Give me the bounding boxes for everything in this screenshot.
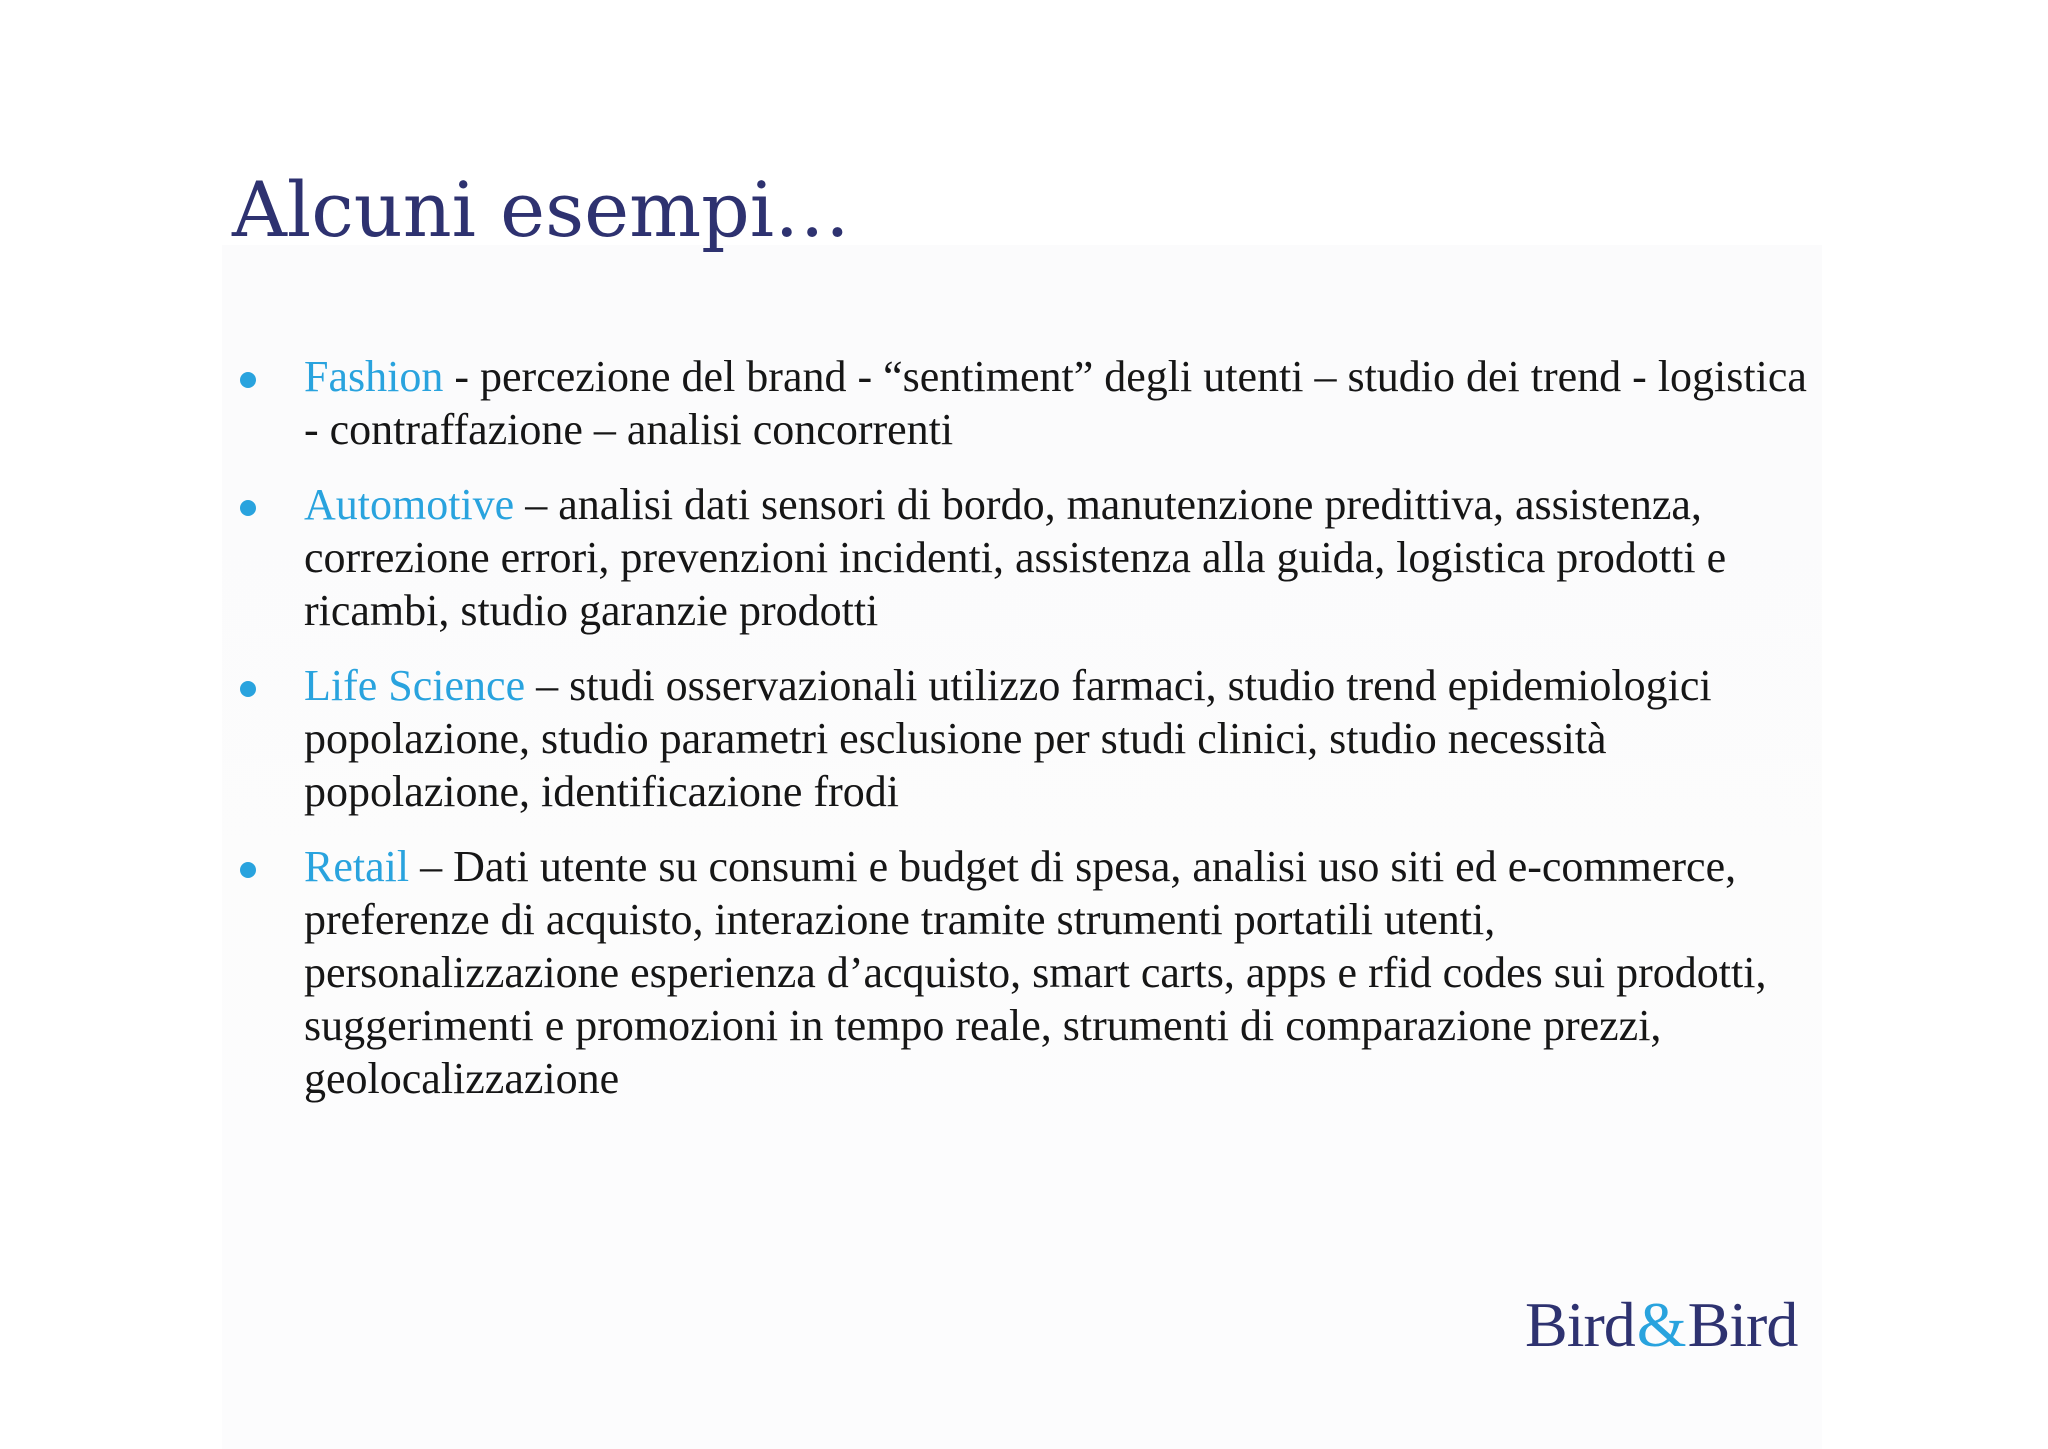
- bullet-item-retail: [237, 840, 1817, 1105]
- bullet-dot-icon: [240, 372, 256, 388]
- bullet-list: [237, 350, 1817, 1127]
- bullet-text: – Dati utente su consumi e budget di spesa, analisi uso siti ed e-commerce, preferenze di acquisto, interazione tramite strumenti portatili utenti, personalizzazione esperienza d’acquisto, smart carts, apps e rfid codes sui prodotti, suggerimenti e promozioni in tempo reale, strumenti di comparazione prezzi, geolocalizzazione: [304, 842, 1767, 1103]
- bullet-text: – analisi dati sensori di bordo, manutenzione predittiva, assistenza, correzione errori, prevenzioni incidenti, assistenza alla guida, logistica prodotti e ricambi, studio garanzie prodotti: [304, 480, 1727, 635]
- bullet-dot-icon: [240, 500, 256, 516]
- bullet-term: Automotive: [304, 480, 515, 529]
- bullet-item-fashion: [237, 350, 1817, 456]
- bullet-text: – studi osservazionali utilizzo farmaci, studio trend epidemiologici popolazione, studio parametri esclusione per studi clinici, studio necessità popolazione, identificazione frodi: [304, 661, 1712, 816]
- slide-title: Alcuni esempi…: [232, 165, 851, 254]
- bullet-term: Fashion: [304, 352, 444, 401]
- bullet-text: - percezione del brand - “sentiment” degli utenti – studio dei trend - logistica - contraffazione – analisi concorrenti: [304, 352, 1807, 454]
- bullet-dot-icon: [240, 681, 256, 697]
- bullet-item-automotive: [237, 478, 1817, 637]
- bullet-dot-icon: [240, 862, 256, 878]
- bullet-item-life-science: [237, 659, 1817, 818]
- logo-left-word: Bird: [1525, 1289, 1635, 1360]
- bird-and-bird-logo: [1525, 1290, 1797, 1360]
- logo-right-word: Bird: [1687, 1289, 1798, 1360]
- bullet-term: Retail: [304, 842, 410, 891]
- logo-ampersand: &: [1636, 1289, 1686, 1360]
- bullet-term: Life Science: [304, 661, 526, 710]
